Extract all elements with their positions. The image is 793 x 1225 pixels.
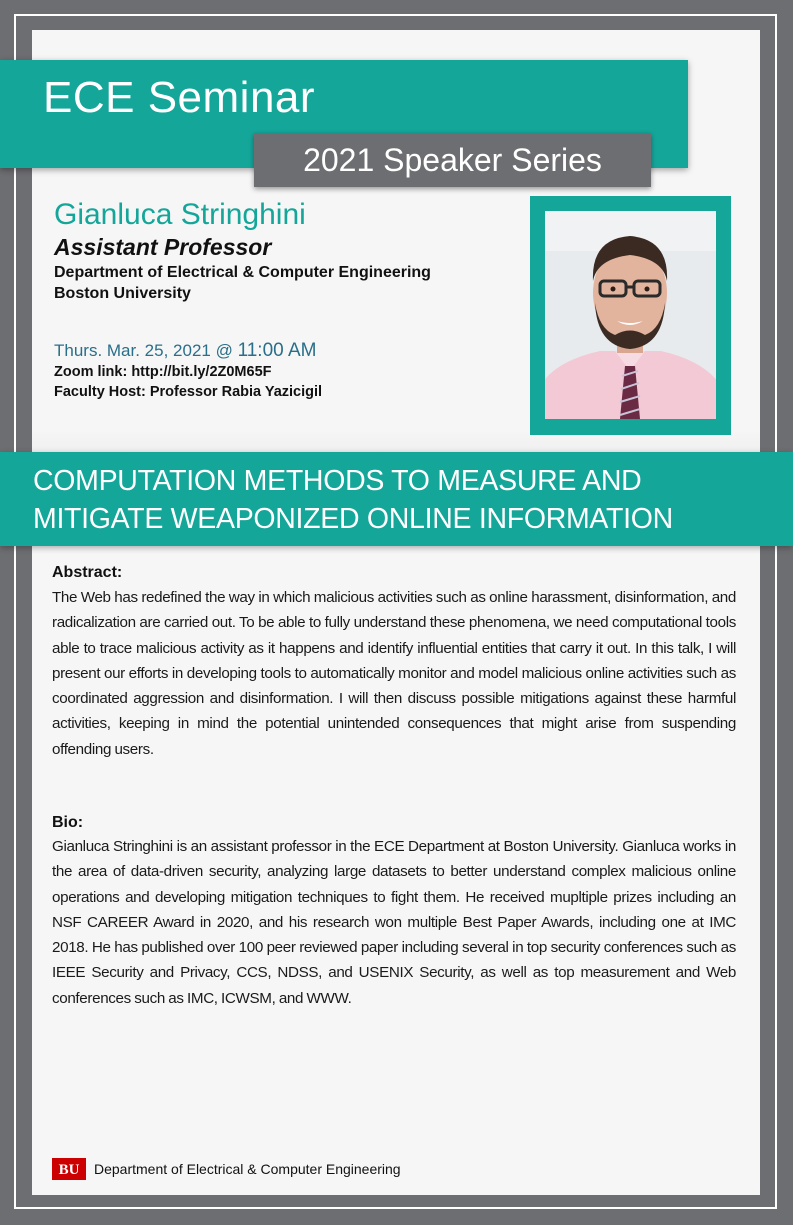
footer [52, 1157, 401, 1181]
speaker-photo [545, 211, 716, 419]
seminar-title: ECE Seminar [43, 73, 316, 122]
event-date: Thurs. Mar. 25, 2021 @ [54, 341, 233, 360]
speaker-department: Department of Electrical & Computer Engineering [54, 264, 431, 281]
speaker-university: Boston University [54, 285, 191, 302]
event-datetime [54, 339, 316, 363]
talk-title-band [0, 452, 793, 546]
talk-title-line-2: MITIGATE WEAPONIZED ONLINE INFORMATION [33, 503, 673, 535]
talk-title-line-1: COMPUTATION METHODS TO MEASURE AND [33, 465, 642, 497]
zoom-link[interactable]: Zoom link: http://bit.ly/2Z0M65F [54, 364, 272, 380]
abstract-text: The Web has redefined the way in which malicious activities such as online harassment, disinformation, and radicalization are carried out. To be able to fully understand these phenomena, we need computational tools able to trace malicious activity as it happens and identify influential entities that carry it out. In this talk, I will present our efforts in developing tools to automatically monitor and model malicious online activities such as coordinated aggression and disinformation. I will then discuss possible mitigations against these harmful activities, keeping in mind the potential unintended consequences that might arise from suspending offending users. [52, 589, 736, 758]
talk-title [33, 462, 773, 538]
bu-logo: BU [52, 1158, 86, 1180]
bio-text: Gianluca Stringhini is an assistant professor in the ECE Department at Boston University. Gianluca works in the area of data-driven security, analyzing large datasets to better understand complex malicious online operations and developing mitigation techniques to fight them. He received mupltiple prizes including an NSF CAREER Award in 2020, and his research won multiple Best Paper Awards, including one at IMC 2018. He has published over 100 peer reviewed paper including several in top security conferences such as IEEE Security and Privacy, CCS, NDSS, and USENIX Security, as well as top measurement and Web conferences such as IMC, ICWSM, and WWW. [52, 838, 736, 1007]
speaker-photo-frame [530, 196, 731, 435]
speaker-title: Assistant Professor [54, 234, 272, 260]
faculty-host: Faculty Host: Professor Rabia Yazicigil [54, 384, 323, 400]
footer-department: Department of Electrical & Computer Engineering [94, 1161, 401, 1177]
event-time: 11:00 AM [237, 340, 317, 361]
speaker-portrait-illustration [545, 211, 716, 419]
series-banner [254, 133, 651, 187]
series-subtitle: 2021 Speaker Series [303, 142, 602, 178]
speaker-name: Gianluca Stringhini [54, 198, 306, 231]
abstract-label: Abstract: [52, 564, 123, 581]
bio-label: Bio: [52, 814, 84, 831]
